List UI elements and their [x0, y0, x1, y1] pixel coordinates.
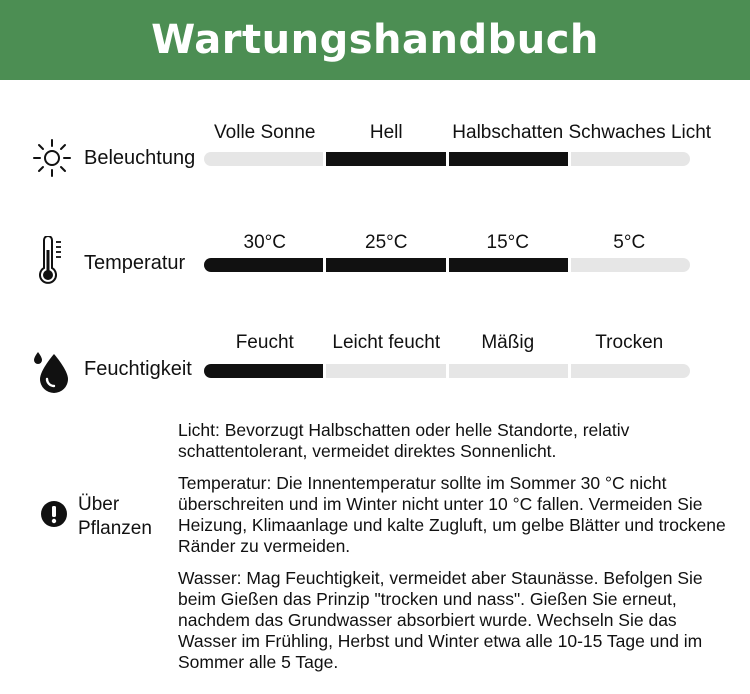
scale-label: Leicht feucht: [332, 332, 441, 353]
water-drop-icon: [30, 348, 74, 396]
scale-label: Hell: [369, 122, 403, 143]
lighting-label: Beleuchtung: [84, 147, 196, 169]
temperature-label: Temperatur: [84, 252, 186, 274]
scale-label: 30°C: [243, 232, 286, 253]
level-segment: [204, 364, 323, 378]
level-segment: [449, 152, 568, 166]
temperature-scale-labels: [204, 232, 690, 254]
scale-label: Volle Sonne: [214, 122, 316, 143]
level-segment: [326, 364, 445, 378]
humidity-level-bar: [204, 364, 690, 378]
level-segment: [571, 258, 690, 272]
level-segment: [449, 364, 568, 378]
humidity-label: Feuchtigkeit: [84, 358, 192, 380]
level-segment: [326, 152, 445, 166]
lighting-level-bar: [204, 152, 690, 166]
temperature-instructions: Temperatur: Die Innentemperatur sollte im Sommer 30 °C nicht überschreiten und im Winter nicht unter 10 °C fallen. Vermeiden Sie Heizung, Klimaanlage und kalte Zugluft, um gelbe Blätter und trockene Ränder zu vermeiden.: [178, 473, 726, 556]
sun-icon: [30, 136, 74, 180]
light-instructions: Licht: Bevorzugt Halbschatten oder helle Standorte, relativ schattentolerant, vermeidet direktes Sonnenlicht.: [178, 420, 630, 461]
page-title: Wartungshandbuch: [151, 17, 599, 63]
scale-label: Halbschatten: [452, 122, 564, 143]
level-segment: [326, 258, 445, 272]
water-instructions: Wasser: Mag Feuchtigkeit, vermeidet aber Staunässe. Befolgen Sie beim Gießen das Prinzip "trocken und nass". Gießen Sie erneut, nachdem das Grundwasser absorbiert wurde. Wechseln Sie das Wasser im Frühling, Herbst und Winter etwa alle 10-15 Tage und im Sommer alle 5 Tage.: [178, 568, 703, 672]
scale-label: Schwaches Licht: [568, 122, 712, 143]
scale-label: Mäßig: [481, 332, 535, 353]
scale-label: Feucht: [235, 332, 294, 353]
level-segment: [449, 258, 568, 272]
level-segment: [571, 364, 690, 378]
care-instructions: [178, 420, 728, 684]
about-plants-label-line: Über: [78, 494, 120, 515]
temperature-level-bar: [204, 258, 690, 272]
level-segment: [571, 152, 690, 166]
about-plants-label-line: Pflanzen: [78, 518, 152, 539]
lighting-scale-labels: [204, 122, 712, 144]
scale-label: 15°C: [486, 232, 529, 253]
header-banner: [0, 0, 750, 80]
scale-label: 5°C: [613, 232, 646, 253]
level-segment: [204, 258, 323, 272]
exclamation-icon: [40, 500, 68, 528]
scale-label: 25°C: [365, 232, 408, 253]
humidity-scale-labels: [204, 332, 690, 354]
scale-label: Trocken: [595, 332, 664, 353]
about-plants-label: [78, 493, 152, 541]
level-segment: [204, 152, 323, 166]
thermometer-icon: [30, 236, 74, 286]
